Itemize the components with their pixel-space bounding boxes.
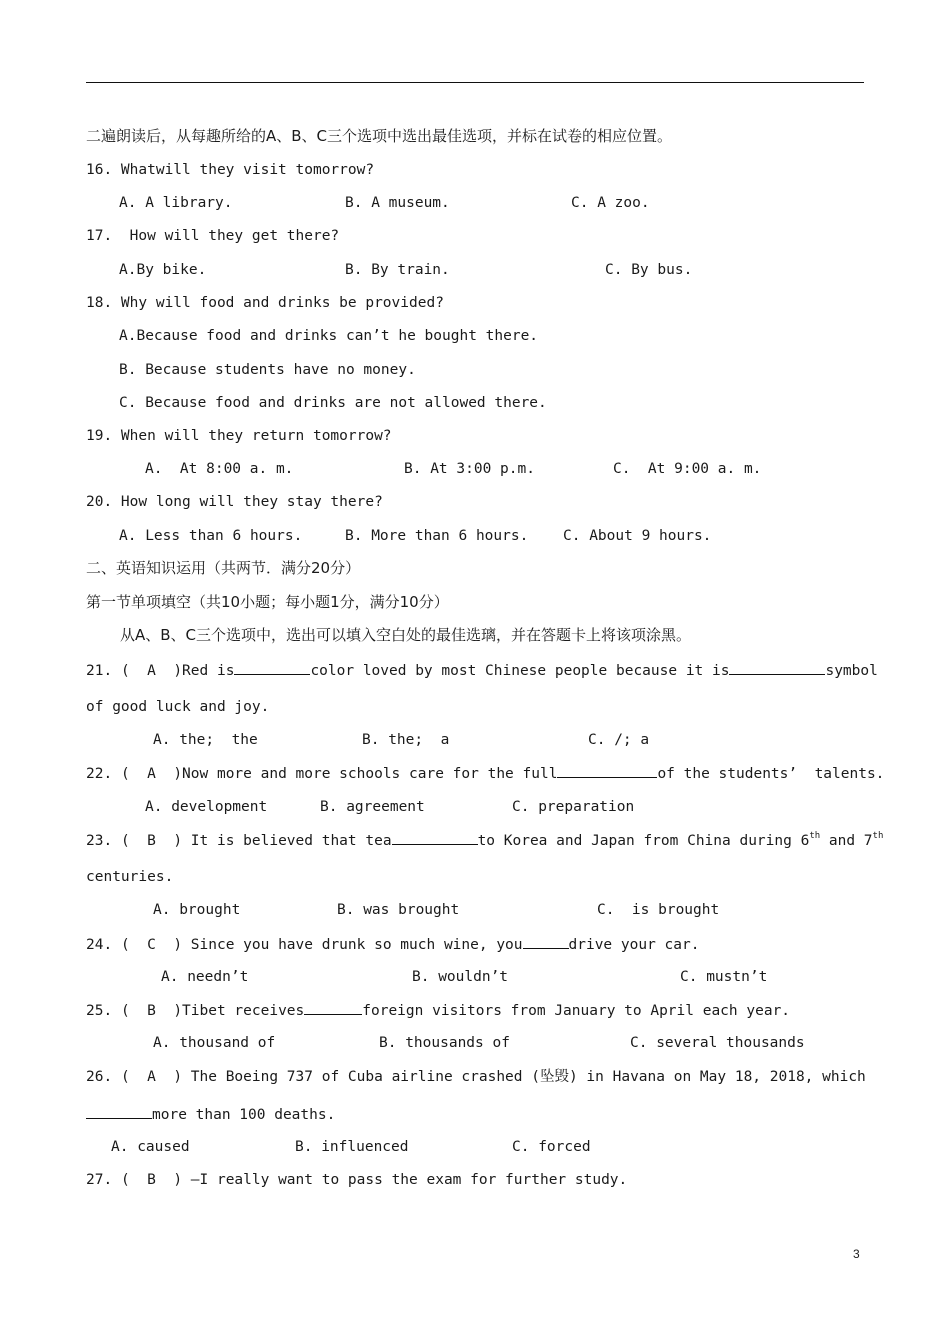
q26-blank <box>86 1104 152 1119</box>
q26-text-1: The Boeing 737 of Cuba airline crashed (坠毁) in Havana on May 18, 2018, which <box>190 1069 866 1085</box>
page-number: 3 <box>853 1247 860 1261</box>
question-22 <box>86 763 884 784</box>
q17-option-c: C. By bus. <box>605 262 693 278</box>
q26-option-a: A. caused <box>111 1139 190 1155</box>
section-2-part-1-title: 第一节单项填空（共10小题；每小题1分，满分10分） <box>86 593 449 611</box>
q19-option-a: A. At 8:00 a. m. <box>145 461 294 477</box>
q21-option-a: A. the; the <box>153 732 258 748</box>
q22-answer: ( A ) <box>120 766 183 782</box>
q27-text-1: —I really want to pass the exam for further study. <box>190 1172 628 1188</box>
q24-text-1: Since you have drunk so much wine, you <box>190 937 523 953</box>
q22-text-1: Now more and more schools care for the full <box>182 766 558 782</box>
question-27 <box>86 1170 627 1190</box>
question-16: 16. Whatwill they visit tomorrow? <box>86 162 375 178</box>
q23-superscript-2: th <box>872 831 884 841</box>
q26-number: 26. <box>86 1069 113 1085</box>
q22-blank <box>557 763 657 778</box>
question-25 <box>86 1000 790 1021</box>
q21-text-2: color loved by most Chinese people because it is <box>310 663 730 679</box>
section-2-instruction: 从A、B、C三个选项中，选出可以填入空白处的最佳选璃，并在答题卡上将该项涂黑。 <box>120 626 692 644</box>
q21-text-3: symbol <box>825 663 878 679</box>
q23-answer: ( B ) <box>120 833 183 849</box>
q20-option-c: C. About 9 hours. <box>563 528 712 544</box>
q26-option-c: C. forced <box>512 1139 591 1155</box>
q22-option-b: B. agreement <box>320 799 425 815</box>
q24-option-a: A. needn’t <box>161 969 249 985</box>
q24-answer: ( C ) <box>120 937 183 953</box>
q23-blank <box>392 830 478 845</box>
q21-blank-1 <box>234 660 310 675</box>
q23-text-3: and 7 <box>820 833 873 849</box>
q18-option-b: B. Because students have no money. <box>119 362 416 378</box>
q26-continuation-line <box>86 1104 335 1125</box>
section-2-title: 二、英语知识运用（共两节．满分20分） <box>86 559 361 577</box>
q21-option-b: B. the; a <box>362 732 450 748</box>
question-19: 19. When will they return tomorrow? <box>86 428 392 444</box>
q23-text-2: to Korea and Japan from China during 6 <box>477 833 810 849</box>
question-23 <box>86 830 883 851</box>
q16-option-a: A. A library. <box>119 195 233 211</box>
q19-option-c: C. At 9:00 a. m. <box>613 461 762 477</box>
q20-option-a: A. Less than 6 hours. <box>119 528 303 544</box>
q25-option-a: A. thousand of <box>153 1035 276 1051</box>
listening-instruction: 二遍朗读后，从每趣所给的A、B、C三个选项中选出最佳选项，并标在试卷的相应位置。 <box>86 127 673 145</box>
q21-number: 21. <box>86 663 113 679</box>
question-20: 20. How long will they stay there? <box>86 494 383 510</box>
q23-superscript-1: th <box>809 831 821 841</box>
q22-text-2: of the students’ talents. <box>657 766 885 782</box>
q22-option-a: A. development <box>145 799 268 815</box>
q25-blank <box>304 1000 362 1015</box>
q23-number: 23. <box>86 833 113 849</box>
question-21 <box>86 660 878 681</box>
q21-text-1: Red is <box>182 663 235 679</box>
q17-option-a: A.By bike. <box>119 262 207 278</box>
q25-option-c: C. several thousands <box>630 1035 805 1051</box>
header-rule <box>86 82 864 83</box>
q24-text-2: drive your car. <box>568 937 700 953</box>
q24-number: 24. <box>86 937 113 953</box>
q25-text-2: foreign visitors from January to April each year. <box>362 1003 791 1019</box>
q16-option-c: C. A zoo. <box>571 195 650 211</box>
q25-number: 25. <box>86 1003 113 1019</box>
question-18: 18. Why will food and drinks be provided? <box>86 295 444 311</box>
question-26 <box>86 1067 866 1087</box>
q17-option-b: B. By train. <box>345 262 450 278</box>
q26-answer: ( A ) <box>120 1069 183 1085</box>
q21-answer: ( A ) <box>120 663 183 679</box>
q26-continuation: more than 100 deaths. <box>152 1107 336 1123</box>
q25-option-b: B. thousands of <box>379 1035 510 1051</box>
q24-option-c: C. mustn’t <box>680 969 768 985</box>
q19-option-b: B. At 3:00 p.m. <box>404 461 535 477</box>
q26-option-b: B. influenced <box>295 1139 409 1155</box>
q16-option-b: B. A museum. <box>345 195 450 211</box>
q25-answer: ( B ) <box>120 1003 183 1019</box>
q23-text-1: It is believed that tea <box>190 833 392 849</box>
q24-blank <box>523 934 569 949</box>
q27-number: 27. <box>86 1172 113 1188</box>
q22-option-c: C. preparation <box>512 799 635 815</box>
q23-option-a: A. brought <box>153 902 241 918</box>
q21-blank-2 <box>729 660 825 675</box>
question-17: 17. How will they get there? <box>86 228 340 244</box>
q27-answer: ( B ) <box>120 1172 183 1188</box>
q23-option-b: B. was brought <box>337 902 460 918</box>
q21-continuation: of good luck and joy. <box>86 699 270 715</box>
q23-option-c: C. is brought <box>597 902 720 918</box>
q20-option-b: B. More than 6 hours. <box>345 528 529 544</box>
question-24 <box>86 934 699 955</box>
q18-option-c: C. Because food and drinks are not allowed there. <box>119 395 547 411</box>
q24-option-b: B. wouldn’t <box>412 969 509 985</box>
q23-continuation: centuries. <box>86 869 174 885</box>
q21-option-c: C. /; a <box>588 732 650 748</box>
q18-option-a: A.Because food and drinks can’t he bought there. <box>119 328 539 344</box>
q22-number: 22. <box>86 766 113 782</box>
q25-text-1: Tibet receives <box>182 1003 305 1019</box>
